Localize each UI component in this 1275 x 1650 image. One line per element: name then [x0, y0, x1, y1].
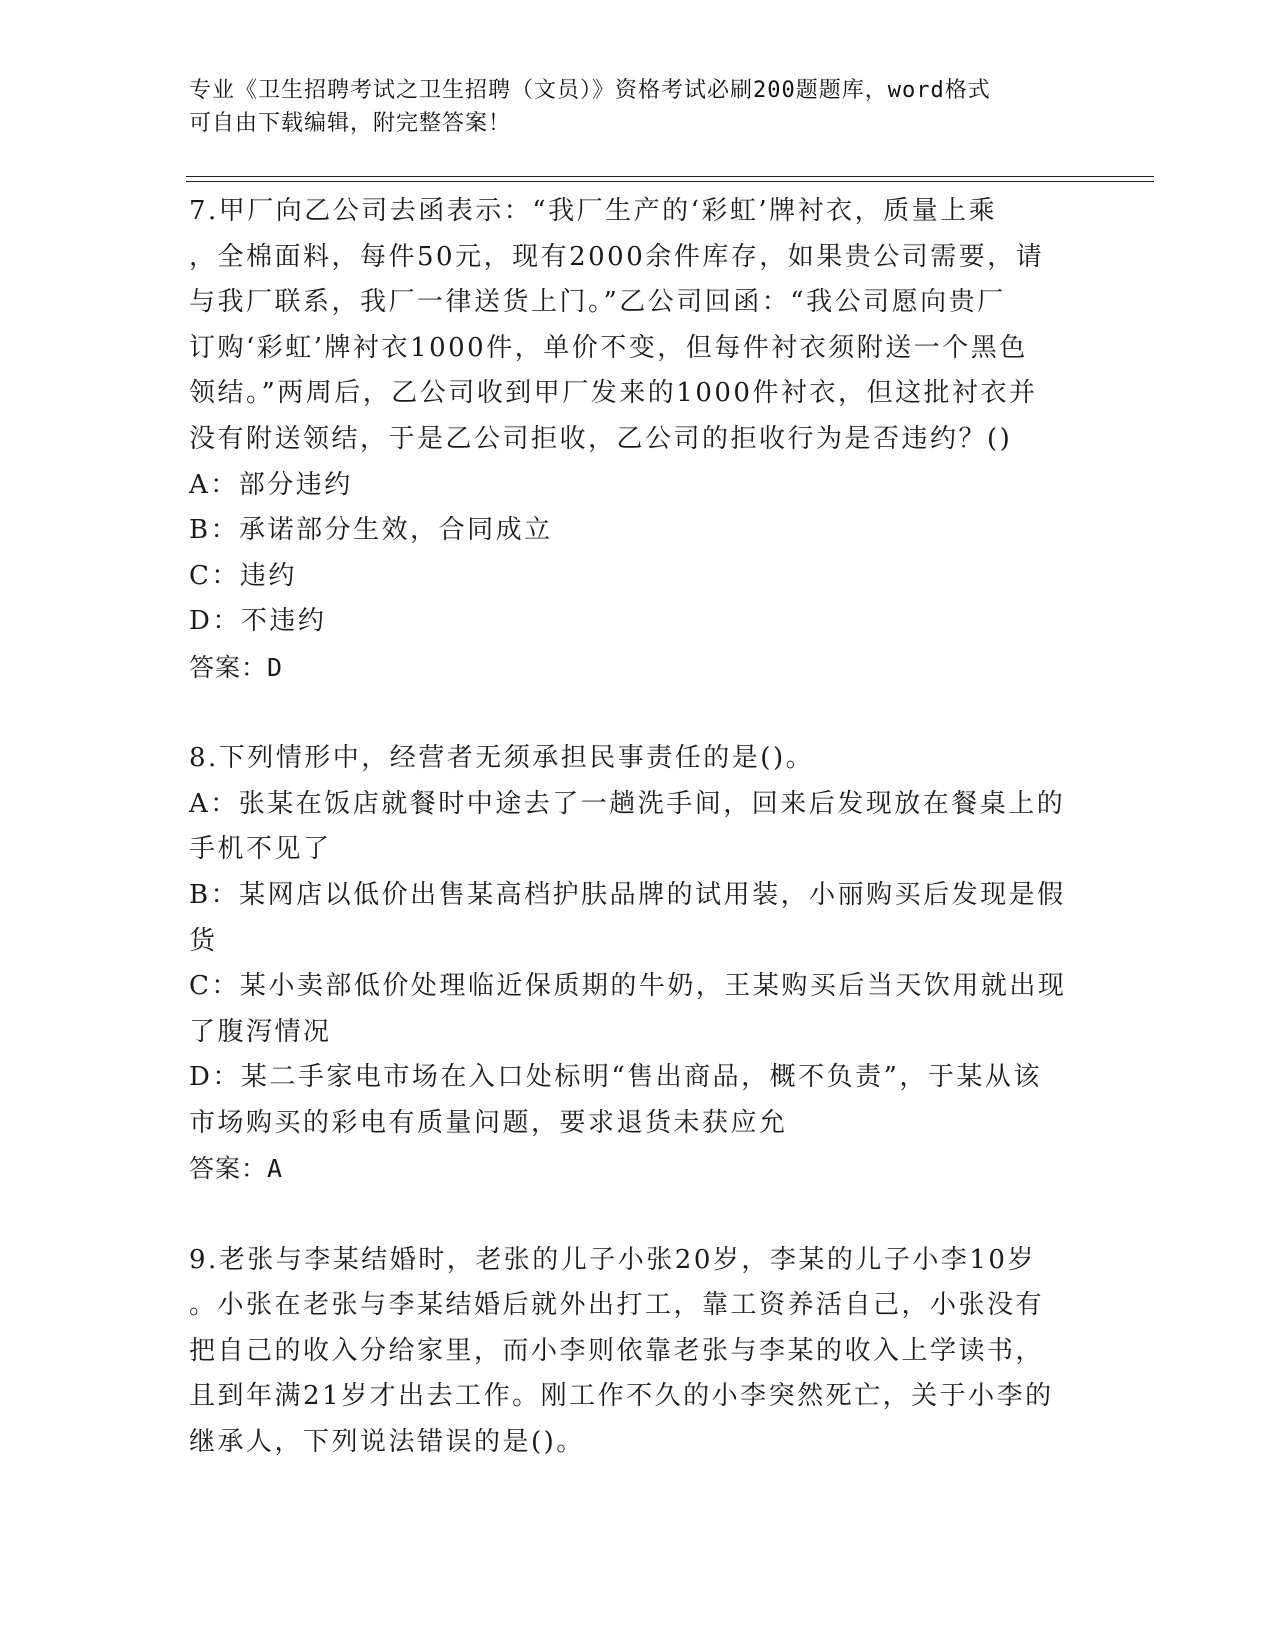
option-b: B：承诺部分生效，合同成立	[189, 515, 553, 546]
option-a: A：部分违约	[189, 469, 353, 500]
option-a: A：张某在饭店就餐时中途去了一趟洗手间，回来后发现放在餐桌上的	[189, 788, 1066, 819]
question-stem-line: 继承人，下列说法错误的是()。	[189, 1427, 585, 1458]
document-header	[189, 74, 1069, 140]
question-stem-line: 7.甲厂向乙公司去函表示：“我厂生产的‘彩虹’牌衬衣，质量上乘	[189, 196, 998, 226]
question-stem-line: 9.老张与李某结婚时，老张的儿子小张20岁，李某的儿子小李10岁	[189, 1244, 1036, 1275]
option-c-continued: 了腹泻情况	[189, 1016, 332, 1047]
answer-line: 答案：A	[189, 1154, 284, 1184]
option-d: D：某二手家电市场在入口处标明“售出商品，概不负责”，于某从该	[189, 1062, 1042, 1093]
option-a-continued: 手机不见了	[189, 834, 332, 865]
header-rule-top	[186, 176, 1154, 177]
question-stem-line: 把自己的收入分给家里，而小李则依靠老张与李某的收入上学读书，	[189, 1335, 1045, 1366]
question-list	[189, 189, 1069, 1466]
question-8	[189, 736, 1069, 1192]
question-stem-line: 。小张在老张与李某结婚后就外出打工，靠工资养活自己，小张没有	[189, 1290, 1045, 1321]
question-stem-line: 8.下列情形中，经营者无须承担民事责任的是()。	[189, 743, 815, 774]
option-d: D：不违约	[189, 606, 327, 637]
header-line-1: 专业《卫生招聘考试之卫生招聘（文员）》资格考试必刷200题题库，word格式	[189, 78, 991, 103]
question-stem-line: 且到年满21岁才出去工作。刚工作不久的小李突然死亡，关于小李的	[189, 1381, 1054, 1412]
header-line-2: 可自由下载编辑，附完整答案！	[189, 111, 512, 136]
question-stem-line: 与我厂联系，我厂一律送货上门。”乙公司回函：“我公司愿向贵厂	[189, 287, 1006, 318]
question-spacer	[189, 691, 1069, 737]
option-c: C：违约	[189, 560, 297, 591]
question-stem-line: 没有附送领结，于是乙公司拒收，乙公司的拒收行为是否违约？()	[189, 423, 1013, 454]
option-b: B：某网店以低价出售某高档护肤品牌的试用装，小丽购买后发现是假	[189, 879, 1066, 910]
option-b-continued: 货	[189, 925, 218, 956]
answer-line: 答案：D	[189, 652, 284, 682]
question-stem-line: ，全棉面料，每件50元，现有2000余件库存，如果贵公司需要，请	[189, 241, 1045, 272]
option-c: C：某小卖部低价处理临近保质期的牛奶，王某购买后当天饮用就出现	[189, 971, 1067, 1002]
question-stem-line: 订购‘彩虹’牌衬衣1000件，单价不变，但每件衬衣须附送一个黑色	[189, 332, 1028, 363]
question-7	[189, 189, 1069, 691]
question-spacer	[189, 1192, 1069, 1238]
option-d-continued: 市场购买的彩电有质量问题，要求退货未获应允	[189, 1107, 788, 1138]
question-stem-line: 领结。”两周后，乙公司收到甲厂发来的1000件衬衣，但这批衬衣并	[189, 378, 1038, 409]
header-rule-bottom	[186, 181, 1154, 182]
question-9	[189, 1238, 1069, 1466]
